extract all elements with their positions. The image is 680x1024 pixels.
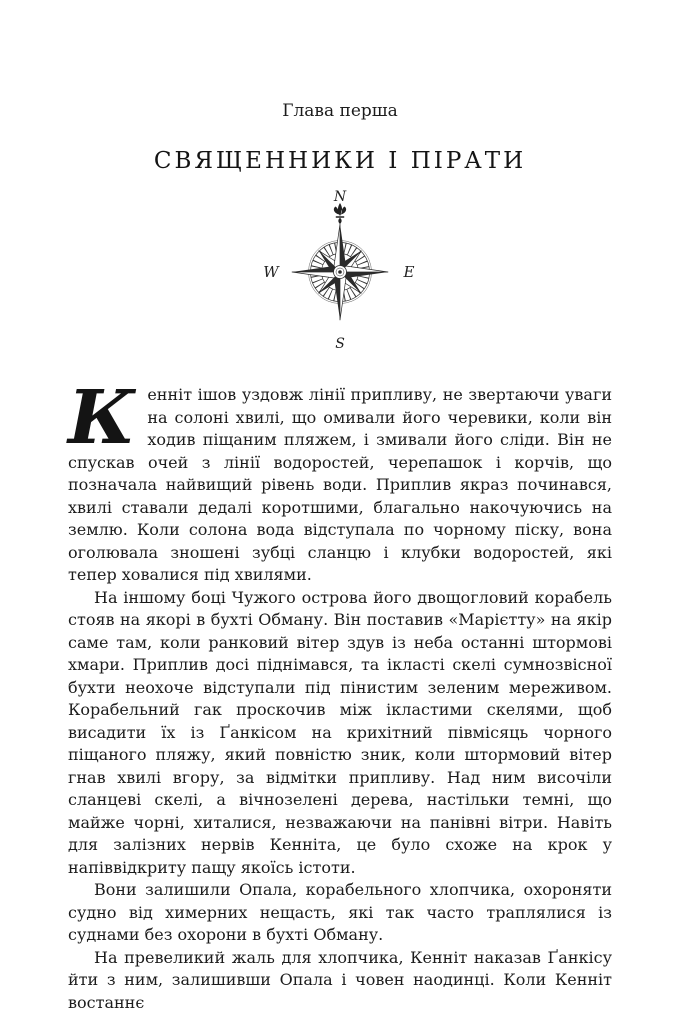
- paragraph: Вони залишили Опала, корабельного хлопчика, охороняти судно від химерних нещасть, які так часто траплялися із суднами без охорони в бухті Обману.: [68, 880, 612, 944]
- compass-south-label: S: [335, 336, 345, 352]
- compass-east-label: E: [403, 263, 415, 281]
- paragraph-text: енніт ішов уздовж лінії припливу, не звертаючи уваги на солоні хвилі, що омивали його черевики, коли він ходив піщаним пляжем, і змивали його сліди. Він не спускав очей з лінії водоростей, черепашок і корчів, що позначала найвищий рівень води. Приплив якраз починався, хвилі ставали дедалі коротшими, благально накочуючись на землю. Коли солона вода відступала по чорному піску, вона оголювала зношені зубці сланцю і клубки водоростей, які тепер ховалися під хвилями.: [68, 385, 612, 584]
- compass-rose-icon: [255, 190, 425, 355]
- paragraph: [68, 375, 612, 587]
- compass-north-label: N: [333, 190, 347, 205]
- body-text: [68, 375, 612, 1014]
- chapter-label: Глава перша: [282, 101, 398, 121]
- fleur-de-lis-icon: [334, 203, 346, 224]
- drop-cap: К: [68, 375, 136, 461]
- paragraph: На іншому боці Чужого острова його двощогловий корабель стояв на якорі в бухті Обману. Він поставив «Марієтту» на якір саме там, коли ранковий вітер здув із неба останні штормові хмари. Приплив досі піднімався, та ікласті скелі сумнозвісної бухти неохоче відступали під пінистим зеленим мереживом. Корабельний гак проскочив між ікластими скелями, щоб висадити їх із Ґанкісом на крихітний півмісяць чорного піщаного пляжу, який повністю зник, коли штормовий вітер гнав хвилі вгору, за відмітки припливу. Над ним височіли сланцеві скелі, а вічнозелені дерева, настільки темні, що майже чорні, хиталися, незважаючи на панівні вітри. Навіть для залізних нервів Кенніта, це було схоже на крок у напіввідкриту пащу якоїсь істоти.: [68, 587, 612, 877]
- paragraph: На превеликий жаль для хлопчика, Кенніт наказав Ґанкісу йти з ним, залишивши Опала і човен наодинці. Коли Кенніт востаннє: [68, 947, 612, 1012]
- compass-west-label: W: [263, 263, 279, 281]
- chapter-title: СВЯЩЕННИКИ І ПІРАТИ: [153, 148, 527, 174]
- compass-rose-illustration: [68, 190, 612, 358]
